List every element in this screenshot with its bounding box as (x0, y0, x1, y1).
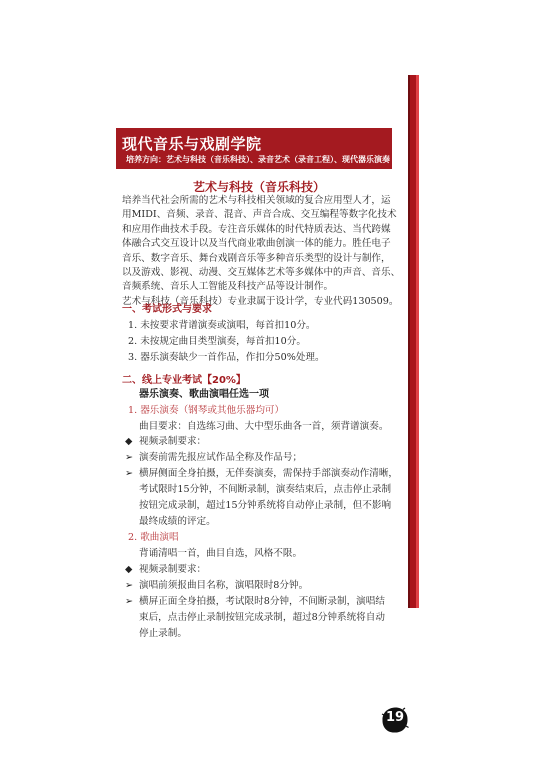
intro-line: 音频系统、音乐人工智能及科技产品等设计制作。 (122, 281, 334, 293)
college-header-banner (116, 128, 392, 169)
video-req-heading-1 (125, 433, 206, 447)
intro-line: 以及游戏、影视、动漫、交互媒体艺术等多媒体中的声音、音乐、 (122, 267, 401, 279)
arrow-bullet-icon: ➢ (125, 468, 134, 479)
major-title: 艺术与科技（音乐科技） (193, 180, 326, 194)
bullet-text: 横屏侧面全身拍摄，无伴奏演奏，需保持手部演奏动作清晰， (139, 468, 399, 479)
diamond-bullet-icon: ◆ (125, 436, 133, 447)
instrument-item-title: 1. 器乐演奏（钢琴或其他乐器均可） (128, 405, 285, 416)
bullet-text: 演唱前须报曲目名称，演唱限时8分钟。 (139, 580, 309, 591)
arrow-bullet-icon: ➢ (125, 596, 134, 607)
song-bullet (125, 593, 385, 607)
arrow-bullet-icon: ➢ (125, 452, 134, 463)
intro-paragraph (122, 194, 401, 309)
intro-line: 培养当代社会所需的艺术与科技相关领域的复合应用型人才，运 (122, 195, 391, 206)
bullet-text: 演奏前需先报应试作品全称及作品号； (139, 452, 303, 463)
intro-line: 音乐、数字音乐、舞台戏剧音乐等多种音乐类型的设计与制作， (122, 252, 391, 264)
song-bullet (125, 577, 308, 591)
exam-format-heading: 一、考试形式与要求 (122, 304, 212, 315)
instrument-bullet (125, 465, 398, 479)
page-number-badge (381, 706, 409, 734)
exam-rule-item: 2. 未按规定曲目类型演奏，每首扣10分。 (128, 336, 306, 347)
video-req-label: 视频录制要求： (139, 436, 207, 447)
training-directions: 培养方向：艺术与科技（音乐科技）、录音艺术（录音工程）、现代器乐演奏 (126, 155, 390, 164)
instrument-repertoire: 曲目要求：自选练习曲、大中型乐曲各一首，须背谱演奏。 (139, 421, 389, 432)
bullet-continuation: 停止录制。 (139, 628, 187, 639)
page-number: 19 (385, 710, 405, 725)
video-req-heading-2 (125, 561, 206, 575)
bullet-continuation: 束后，点击停止录制按钮完成录制，超过8分钟系统将自动 (139, 612, 385, 623)
diamond-bullet-icon: ◆ (125, 564, 133, 575)
song-item-title: 2. 歌曲演唱 (128, 532, 179, 543)
arrow-bullet-icon: ➢ (125, 580, 134, 591)
exam-option-subheading: 器乐演奏、歌曲演唱任选一项 (139, 389, 269, 400)
song-repertoire: 背诵清唱一首，曲目自选，风格不限。 (139, 548, 303, 559)
online-exam-heading: 二、线上专业考试【20%】 (122, 375, 246, 386)
bullet-continuation: 最终成绩的评定。 (139, 516, 216, 527)
bullet-continuation: 按钮完成录制，超过15分钟系统将自动停止录制，但不影响 (139, 500, 392, 511)
instrument-bullet (125, 449, 302, 463)
video-req-label: 视频录制要求： (139, 564, 207, 575)
decorative-side-bar (408, 75, 419, 608)
intro-line: 用MIDI、音频、录音、混音、声音合成、交互编程等数字化技术 (122, 209, 397, 221)
intro-line: 和应用作曲技术手段。专注音乐媒体的时代特质表达、当代跨媒 (122, 223, 391, 235)
exam-rule-item: 3. 器乐演奏缺少一首作品，作扣分50%处理。 (128, 352, 325, 363)
exam-rule-item: 1. 未按要求背谱演奏或演唱，每首扣10分。 (128, 320, 316, 331)
intro-line: 艺术与科技（音乐科技）专业隶属于设计学，专业代码130509。 (122, 295, 399, 307)
bullet-continuation: 考试限时15分钟，不间断录制，演奏结束后，点击停止录制 (139, 484, 392, 495)
bullet-text: 横屏正面全身拍摄，考试限时8分钟，不间断录制，演唱结 (139, 596, 385, 607)
intro-line: 体融合式交互设计以及当代商业歌曲创演一体的能力。胜任电子 (122, 238, 391, 250)
college-title: 现代音乐与戏剧学院 (122, 135, 262, 153)
